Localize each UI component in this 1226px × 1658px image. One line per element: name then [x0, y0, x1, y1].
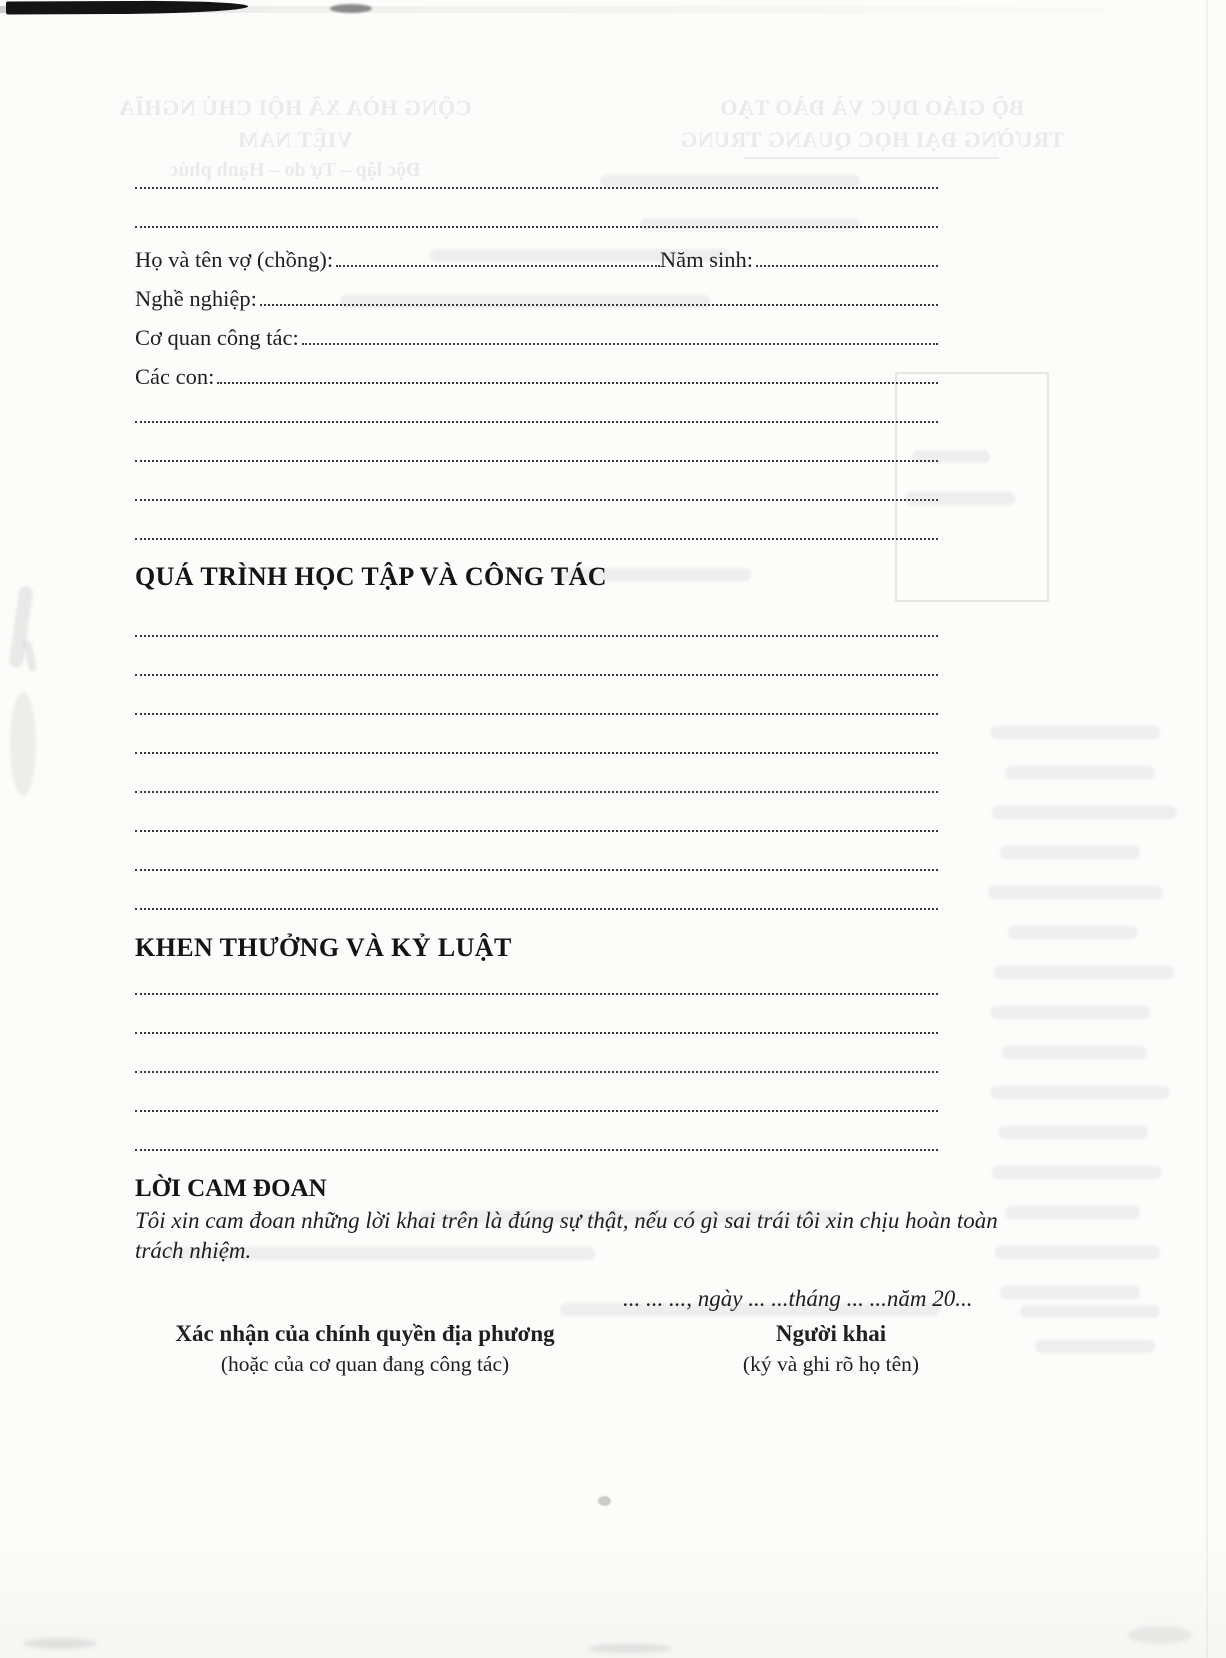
section-title: KHEN THƯỞNG VÀ KỶ LUẬT: [135, 933, 512, 962]
field-row-spouse: [135, 235, 938, 274]
birth-year-fill-line: [756, 265, 938, 267]
ruled-line: [135, 391, 938, 430]
ghost-line: [1005, 1206, 1140, 1219]
ruled-lines-education: [135, 605, 938, 917]
declarant-title: Người khai: [775, 1321, 887, 1346]
signature-block: [135, 1321, 938, 1401]
ghost-line: [992, 806, 1177, 819]
field-row-occupation: [135, 274, 938, 313]
ruled-line: [135, 196, 938, 235]
declaration-line: trách nhiệm.: [135, 1237, 252, 1263]
ruled-line: [135, 430, 938, 469]
margin-smudge: [10, 692, 36, 796]
ghost-line: [990, 1006, 1150, 1019]
field-row-children: [135, 352, 938, 391]
date-place-line: ... ... ..., ngày ... ...tháng ... ...năm 20...: [623, 1286, 973, 1311]
ghost-line: [1020, 1305, 1160, 1318]
ruled-line: [135, 1119, 938, 1158]
section-header-awards: [135, 917, 938, 963]
declaration-title: LỜI CAM ĐOAN: [135, 1175, 327, 1202]
ruled-lines-children: [135, 391, 938, 547]
bleed-through-text: CỘNG HÒA XÃ HỘI CHỦ NGHĨA VIỆT NAM: [118, 95, 472, 152]
bottom-smudge: [24, 1638, 96, 1649]
workplace-fill-line: [302, 343, 938, 345]
children-fill-line: [217, 382, 938, 384]
signature-declarant-column: [663, 1321, 999, 1377]
ruled-lines-top: [135, 157, 938, 235]
declaration-line: Tôi xin cam đoan những lời khai trên là đúng sự thật, nếu có gì sai trái tôi xin chịu hoàn toàn: [135, 1208, 998, 1233]
ghost-line: [998, 1126, 1148, 1139]
ruled-line: [135, 1041, 938, 1080]
ruled-line: [135, 800, 938, 839]
bottom-scan-shading: [0, 1528, 1226, 1658]
spouse-name-fill-line: [336, 265, 660, 267]
birth-year-label: Năm sinh:: [659, 247, 753, 272]
ruled-line: [135, 508, 938, 547]
field-row-workplace: [135, 313, 938, 352]
ruled-line: [135, 839, 938, 878]
margin-smudge: [23, 640, 37, 673]
ghost-line: [1035, 1340, 1155, 1353]
section-header-education: [135, 547, 938, 605]
children-label: Các con:: [135, 364, 215, 389]
ruled-lines-awards: [135, 963, 938, 1158]
bottom-smudge: [588, 1644, 672, 1653]
spouse-name-label: Họ và tên vợ (chồng):: [135, 247, 334, 272]
ghost-line: [1008, 926, 1138, 939]
ghost-line: [1002, 1046, 1147, 1059]
occupation-fill-line: [260, 304, 938, 306]
ghost-line: [990, 726, 1160, 739]
bleed-through-text: Độc lập – Tự do – Hạnh phúc: [169, 158, 421, 181]
ruled-line: [135, 469, 938, 508]
bleed-through-text: TRƯỜNG ĐẠI HỌC QUANG TRUNG: [679, 126, 1065, 152]
scanner-blob: [330, 4, 372, 13]
signature-authority-column: [163, 1321, 567, 1377]
bleed-through-header-right: [652, 92, 1092, 159]
ruled-line: [135, 157, 938, 196]
ruled-line: [135, 644, 938, 683]
workplace-label: Cơ quan công tác:: [135, 325, 299, 350]
page-edge-shadow: [1206, 0, 1208, 1658]
ghost-line: [992, 1166, 1162, 1179]
bleed-through-text: BỘ GIÁO DỤC VÀ ĐÀO TẠO: [719, 95, 1025, 120]
ghost-line: [995, 1246, 1160, 1259]
ruled-line: [135, 1080, 938, 1119]
ghost-line: [988, 886, 1163, 899]
bottom-smudge: [1128, 1626, 1192, 1644]
ghost-line: [1000, 846, 1140, 859]
ruled-line: [135, 761, 938, 800]
ruled-line: [135, 605, 938, 644]
ruled-line: [135, 963, 938, 1002]
authority-confirmation-subtitle: (hoặc của cơ quan đang công tác): [220, 1352, 510, 1376]
ghost-line: [1000, 1286, 1140, 1299]
form-content: [135, 157, 998, 1401]
occupation-label: Nghề nghiệp:: [135, 286, 257, 311]
ghost-line: [1005, 766, 1155, 779]
section-title: QUÁ TRÌNH HỌC TẬP VÀ CÔNG TÁC: [135, 562, 607, 591]
ruled-line: [135, 878, 938, 917]
ruled-line: [135, 722, 938, 761]
ruled-line: [135, 1002, 938, 1041]
ruled-line: [135, 683, 938, 722]
declarant-subtitle: (ký và ghi rõ họ tên): [742, 1352, 920, 1376]
ghost-line: [994, 966, 1174, 979]
declaration-body: [135, 1206, 998, 1265]
ink-speck: [598, 1496, 611, 1506]
ghost-line: [990, 1086, 1170, 1099]
authority-confirmation-title: Xác nhận của chính quyền địa phương: [175, 1321, 555, 1346]
